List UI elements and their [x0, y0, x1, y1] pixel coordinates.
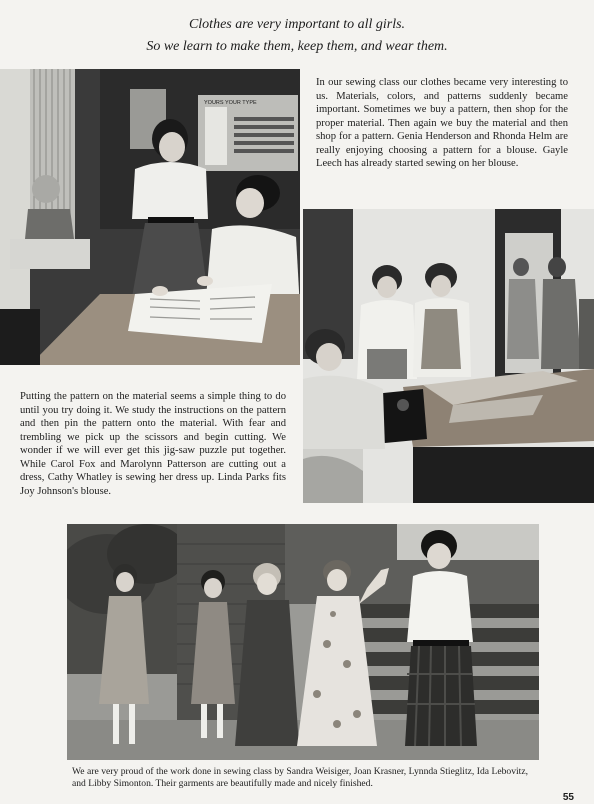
photo-cutting-and-sewing	[303, 209, 594, 503]
photo-garment-models	[67, 524, 539, 760]
page-header	[0, 14, 594, 58]
paragraph-middle-left: Putting the pattern on the material seems a simple thing to do until you try doing it. We study the instructions on the pattern and then pin the pattern onto the material. With fear and trembling we pick up the scissors and begin cutting. We wonder if we will ever get this jig-saw puzzle put together. While Carol Fox and Marolynn Patterson are cutting out a dress, Cathy Whatley is sewing her dress up. Linda Parks fits Joy Johnson's blouse.	[20, 391, 286, 497]
page-number: 55	[562, 792, 574, 803]
photo-pattern-selection	[0, 69, 300, 365]
header-line-2: So we learn to make them, keep them, and wear them.	[146, 39, 448, 54]
photo-caption: We are very proud of the work done in sewing class by Sandra Weisiger, Joan Krasner, Lynnda Stieglitz, Ida Lebovitz, and Libby Simonton. Their garments are beautifully made and nicely finished.	[72, 766, 528, 789]
header-line-1: Clothes are very important to all girls.	[188, 17, 406, 32]
paragraph-top-right: In our sewing class our clothes became very interesting to us. Materials, colors, and patterns suddenly became important. Sometimes we buy a pattern, then shop for the proper material. Then again we buy the material and then shop for a pattern. Genia Henderson and Rhonda Helm are really enjoying choosing a pattern for a blouse. Gayle Leech has already started sewing on her blouse.	[316, 77, 568, 169]
poster-text: YOURS YOUR TYPE	[204, 100, 257, 106]
